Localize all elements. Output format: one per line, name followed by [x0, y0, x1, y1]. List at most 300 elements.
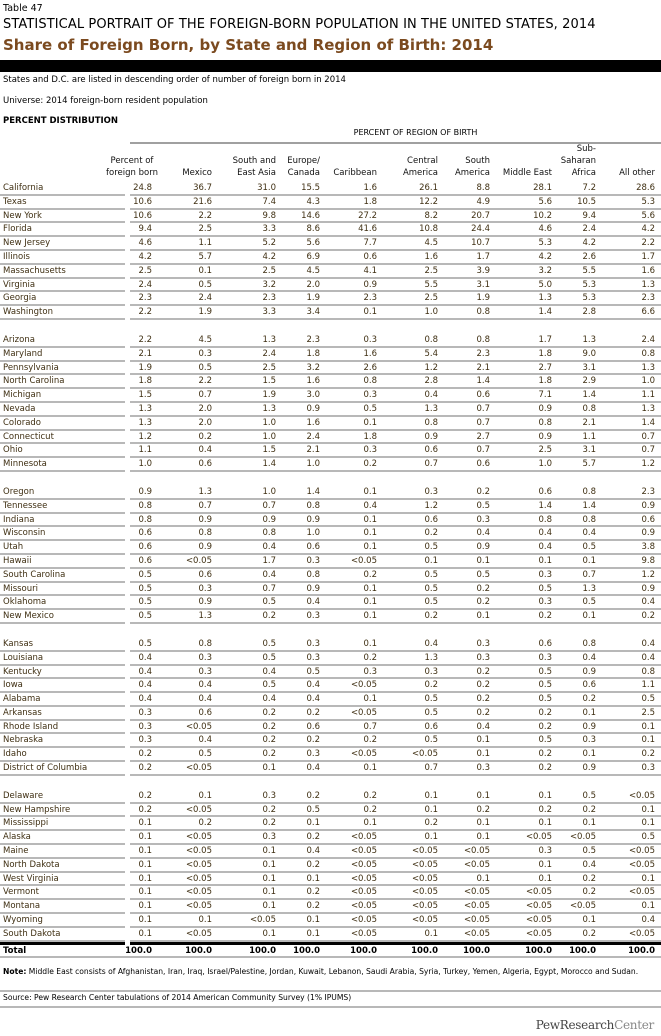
value-cell: 0.1 [363, 528, 377, 539]
value-cell: 0.8 [538, 514, 552, 525]
row-rule [130, 470, 661, 472]
value-cell: 0.4 [582, 528, 596, 539]
column-header-line [591, 143, 655, 155]
value-cell: 0.8 [476, 334, 490, 345]
value-cell: 3.1 [476, 279, 490, 290]
value-cell: 3.3 [262, 224, 276, 235]
value-cell: 9.4 [582, 210, 596, 221]
value-cell: 0.2 [641, 749, 655, 760]
value-cell: 2.3 [363, 293, 377, 304]
data-table [0, 182, 661, 958]
value-cell: 0.3 [641, 763, 655, 774]
value-cell: 0.3 [363, 666, 377, 677]
value-cell: 0.4 [641, 652, 655, 663]
value-cell: 3.9 [476, 265, 490, 276]
value-cell: 8.2 [424, 210, 438, 221]
value-cell: 0.2 [306, 901, 320, 912]
value-cell: 1.4 [582, 390, 596, 401]
value-cell: 2.4 [138, 279, 152, 290]
value-cell: 0.1 [138, 859, 152, 870]
section-label: PERCENT DISTRIBUTION [3, 116, 119, 126]
value-cell: 0.6 [538, 486, 552, 497]
value-cell: <0.05 [185, 555, 212, 566]
value-cell: 0.3 [363, 334, 377, 345]
value-cell: 0.1 [424, 832, 438, 843]
value-cell: 0.5 [138, 569, 152, 580]
value-cell: 0.3 [424, 486, 438, 497]
value-cell: 0.7 [582, 569, 596, 580]
value-cell: 0.8 [582, 638, 596, 649]
value-cell: 0.2 [424, 818, 438, 829]
value-cell: 7.1 [538, 390, 552, 401]
value-cell: 1.7 [641, 251, 655, 262]
value-cell: 3.0 [306, 390, 320, 401]
value-cell: 0.9 [582, 763, 596, 774]
value-cell: 2.2 [198, 376, 212, 387]
value-cell: 0.4 [198, 694, 212, 705]
value-cell: 10.6 [133, 210, 152, 221]
value-cell: 0.5 [582, 542, 596, 553]
column-header-line: East Asia [237, 168, 276, 178]
value-cell: 0.1 [363, 597, 377, 608]
table-row [0, 790, 661, 804]
row-rule [0, 470, 125, 472]
state-name: Kansas [3, 638, 34, 649]
table-row [0, 693, 661, 707]
value-cell: <0.05 [350, 680, 377, 691]
value-cell: 0.1 [198, 915, 212, 926]
value-cell: 1.7 [476, 251, 490, 262]
value-cell: 0.9 [641, 583, 655, 594]
value-cell: 0.1 [363, 763, 377, 774]
state-name: Montana [3, 901, 41, 912]
table-row [0, 679, 661, 693]
state-name: Maryland [3, 348, 43, 359]
value-cell: 0.4 [424, 390, 438, 401]
column-header-line [313, 155, 377, 167]
value-cell: 0.5 [306, 666, 320, 677]
value-cell: 0.7 [641, 445, 655, 456]
value-cell: 0.3 [582, 735, 596, 746]
value-cell: 1.4 [641, 417, 655, 428]
value-cell: 0.1 [582, 611, 596, 622]
value-cell: 6.6 [641, 307, 655, 318]
value-cell: <0.05 [628, 846, 655, 857]
value-cell: 0.1 [306, 873, 320, 884]
state-name: Florida [3, 224, 32, 235]
value-cell: 2.3 [306, 334, 320, 345]
page-title: Share of Foreign Born, by State and Region of Birth: 2014 [3, 36, 494, 54]
value-cell: 0.2 [198, 818, 212, 829]
value-cell: 0.2 [641, 611, 655, 622]
table-row [0, 652, 661, 666]
value-cell: 1.5 [262, 376, 276, 387]
value-cell: 100.0 [569, 945, 596, 956]
value-cell: 1.3 [198, 486, 212, 497]
value-cell: 9.8 [262, 210, 276, 221]
value-cell: 0.2 [138, 790, 152, 801]
value-cell: 0.4 [198, 445, 212, 456]
total-row [0, 945, 661, 959]
table-row [0, 375, 661, 389]
state-name: South Dakota [3, 928, 61, 939]
value-cell: 0.1 [138, 901, 152, 912]
value-cell: 0.6 [424, 445, 438, 456]
brand-light: Center [614, 1018, 654, 1032]
table-row [0, 265, 661, 279]
value-cell: 0.5 [198, 749, 212, 760]
group-spacer [0, 320, 661, 334]
value-cell: 0.6 [198, 569, 212, 580]
note-text: Middle East consists of Afghanistan, Iran, Iraq, Israel/Palestine, Jordan, Kuwait, Lebanon, Saudi Arabia, Syria, Turkey, Yemen, Algeria, Egypt, Morocco and Sudan. [26, 967, 639, 976]
value-cell: 0.1 [538, 818, 552, 829]
column-header-line: South [465, 156, 490, 166]
state-name: Oklahoma [3, 597, 47, 608]
value-cell: 0.1 [262, 859, 276, 870]
value-cell: 0.2 [262, 749, 276, 760]
value-cell: <0.05 [463, 859, 490, 870]
value-cell: 0.2 [262, 735, 276, 746]
value-cell: 0.8 [641, 666, 655, 677]
table-row [0, 859, 661, 873]
table-row [0, 182, 661, 196]
value-cell: 1.9 [476, 293, 490, 304]
value-cell: 28.1 [533, 183, 552, 193]
value-cell: 0.6 [476, 459, 490, 470]
value-cell: <0.05 [350, 915, 377, 926]
value-cell: 0.4 [262, 666, 276, 677]
value-cell: 0.6 [306, 721, 320, 732]
value-cell: 0.1 [476, 749, 490, 760]
value-cell: 0.1 [138, 873, 152, 884]
value-cell: <0.05 [350, 707, 377, 718]
value-cell: 0.1 [262, 763, 276, 774]
value-cell: 24.4 [471, 224, 490, 235]
value-cell: 0.4 [262, 542, 276, 553]
value-cell: 0.4 [138, 652, 152, 663]
column-header-line: Percent of [110, 156, 154, 166]
value-cell: 0.1 [476, 555, 490, 566]
value-cell: 0.1 [363, 542, 377, 553]
value-cell: 2.0 [198, 417, 212, 428]
value-cell: 2.8 [424, 376, 438, 387]
value-cell: 9.0 [582, 348, 596, 359]
value-cell: 0.4 [476, 721, 490, 732]
value-cell: 0.5 [424, 735, 438, 746]
value-cell: 2.0 [306, 279, 320, 290]
value-cell: 7.2 [582, 183, 596, 193]
value-cell: 0.4 [138, 666, 152, 677]
value-cell: 2.5 [198, 224, 212, 235]
note-label: Note: [3, 967, 27, 976]
value-cell: 0.4 [306, 694, 320, 705]
value-cell: 0.5 [582, 790, 596, 801]
value-cell: 5.5 [424, 279, 438, 290]
value-cell: <0.05 [411, 887, 438, 898]
value-cell: 0.2 [476, 680, 490, 691]
value-cell: 0.1 [306, 928, 320, 939]
value-cell: 0.8 [424, 417, 438, 428]
value-cell: 1.8 [538, 376, 552, 387]
value-cell: 0.8 [582, 514, 596, 525]
value-cell: 0.6 [424, 721, 438, 732]
value-cell: 0.5 [641, 832, 655, 843]
column-header-line: Caribbean [333, 168, 377, 178]
row-rule [130, 622, 661, 624]
value-cell: 10.8 [419, 224, 438, 235]
source-note: Source: Pew Research Center tabulations of 2014 American Community Survey (1% IPUMS) [3, 993, 352, 1002]
value-cell: 0.4 [641, 915, 655, 926]
value-cell: 0.2 [363, 790, 377, 801]
value-cell: 2.5 [641, 707, 655, 718]
super-title: STATISTICAL PORTRAIT OF THE FOREIGN-BORN POPULATION IN THE UNITED STATES, 2014 [3, 17, 596, 32]
value-cell: <0.05 [628, 887, 655, 898]
value-cell: 0.2 [306, 887, 320, 898]
state-name: Virginia [3, 279, 36, 290]
brand-bold: PewResearch [535, 1018, 615, 1032]
value-cell: 10.2 [533, 210, 552, 221]
state-name: Arkansas [3, 707, 42, 718]
table-row [0, 583, 661, 597]
table-row [0, 486, 661, 500]
value-cell: 0.4 [138, 680, 152, 691]
value-cell: 0.9 [424, 431, 438, 442]
row-rule [0, 318, 125, 320]
value-cell: 0.8 [641, 348, 655, 359]
value-cell: 0.1 [262, 846, 276, 857]
value-cell: 0.1 [306, 915, 320, 926]
value-cell: 0.4 [306, 846, 320, 857]
column-header-line: South and [232, 156, 276, 166]
value-cell: 0.1 [363, 486, 377, 497]
table-row [0, 596, 661, 610]
value-cell: 0.3 [198, 583, 212, 594]
value-cell: 0.1 [538, 873, 552, 884]
value-cell: <0.05 [185, 832, 212, 843]
value-cell: 0.1 [476, 818, 490, 829]
value-cell: 2.4 [306, 431, 320, 442]
value-cell: 0.9 [198, 597, 212, 608]
value-cell: 0.2 [582, 694, 596, 705]
table-row [0, 444, 661, 458]
table-row [0, 638, 661, 652]
value-cell: <0.05 [185, 763, 212, 774]
table-row [0, 527, 661, 541]
state-name: Illinois [3, 251, 30, 262]
value-cell: 2.2 [138, 307, 152, 318]
column-header-line [148, 143, 212, 155]
value-cell: 0.9 [306, 514, 320, 525]
value-cell: <0.05 [350, 928, 377, 939]
value-cell: 0.1 [363, 307, 377, 318]
table-row [0, 873, 661, 887]
value-cell: <0.05 [525, 887, 552, 898]
value-cell: 0.2 [538, 804, 552, 815]
value-cell: 0.2 [306, 735, 320, 746]
value-cell: 2.1 [582, 417, 596, 428]
value-cell: 5.3 [641, 196, 655, 207]
table-row [0, 514, 661, 528]
value-cell: 5.7 [198, 251, 212, 262]
value-cell: 0.7 [262, 583, 276, 594]
value-cell: 1.3 [582, 583, 596, 594]
value-cell: 1.0 [262, 486, 276, 497]
value-cell: 3.3 [262, 307, 276, 318]
value-cell: 10.5 [577, 196, 596, 207]
value-cell: 12.2 [419, 196, 438, 207]
title-divider [0, 60, 661, 72]
value-cell: 1.7 [262, 555, 276, 566]
value-cell: <0.05 [569, 832, 596, 843]
table-row [0, 666, 661, 680]
value-cell: 0.8 [476, 307, 490, 318]
value-cell: 0.2 [262, 804, 276, 815]
value-cell: <0.05 [628, 859, 655, 870]
value-cell: <0.05 [249, 915, 276, 926]
state-name: Idaho [3, 749, 27, 760]
value-cell: 0.8 [306, 569, 320, 580]
value-cell: 1.9 [138, 362, 152, 373]
value-cell: <0.05 [350, 873, 377, 884]
column-header-line: foreign born [106, 168, 158, 178]
value-cell: 0.1 [262, 901, 276, 912]
value-cell: 0.6 [424, 514, 438, 525]
value-cell: 100.0 [249, 945, 276, 956]
value-cell: 0.4 [582, 859, 596, 870]
value-cell: <0.05 [411, 749, 438, 760]
state-name: Connecticut [3, 431, 54, 442]
value-cell: 1.0 [306, 459, 320, 470]
column-header [591, 143, 655, 179]
table-row [0, 196, 661, 210]
value-cell: 26.1 [419, 183, 438, 193]
value-cell: 0.1 [582, 707, 596, 718]
state-name: Pennsylvania [3, 362, 59, 373]
state-name: Rhode Island [3, 721, 59, 732]
value-cell: 0.2 [198, 431, 212, 442]
value-cell: 2.5 [262, 265, 276, 276]
value-cell: 0.3 [306, 555, 320, 566]
value-cell: 0.9 [538, 403, 552, 414]
value-cell: 0.1 [424, 928, 438, 939]
table-row [0, 610, 661, 624]
column-header-line [591, 155, 655, 167]
state-name: Vermont [3, 887, 39, 898]
state-name: Nevada [3, 403, 36, 414]
value-cell: 1.7 [538, 334, 552, 345]
ordering-note: States and D.C. are listed in descending order of number of foreign born in 2014 [3, 75, 346, 85]
value-cell: 0.4 [306, 597, 320, 608]
value-cell: <0.05 [350, 832, 377, 843]
value-cell: 41.6 [358, 224, 377, 235]
value-cell: <0.05 [525, 928, 552, 939]
value-cell: 0.2 [306, 832, 320, 843]
value-cell: 2.0 [198, 403, 212, 414]
value-cell: 4.1 [363, 265, 377, 276]
value-cell: 0.2 [476, 583, 490, 594]
value-cell: 0.1 [582, 555, 596, 566]
value-cell: 0.1 [138, 915, 152, 926]
state-name: New Mexico [3, 611, 54, 622]
value-cell: 9.4 [138, 224, 152, 235]
table-row [0, 569, 661, 583]
value-cell: 0.6 [138, 542, 152, 553]
value-cell: 0.5 [424, 707, 438, 718]
state-name: North Dakota [3, 859, 60, 870]
value-cell: 1.3 [262, 334, 276, 345]
value-cell: 1.4 [538, 307, 552, 318]
value-cell: 0.1 [476, 873, 490, 884]
value-cell: 0.4 [306, 680, 320, 691]
value-cell: 1.3 [641, 403, 655, 414]
value-cell: <0.05 [463, 915, 490, 926]
value-cell: 1.1 [582, 431, 596, 442]
value-cell: 1.4 [306, 486, 320, 497]
column-header-line: Sub- [576, 144, 596, 154]
value-cell: 0.6 [538, 638, 552, 649]
value-cell: <0.05 [569, 901, 596, 912]
value-cell: 1.4 [262, 459, 276, 470]
state-name: Arizona [3, 334, 35, 345]
value-cell: 0.7 [363, 721, 377, 732]
value-cell: 0.2 [476, 486, 490, 497]
value-cell: 0.9 [138, 486, 152, 497]
value-cell: 0.3 [538, 569, 552, 580]
state-name: Louisiana [3, 652, 44, 663]
value-cell: 0.7 [198, 500, 212, 511]
value-cell: 0.8 [424, 334, 438, 345]
value-cell: 0.1 [363, 818, 377, 829]
value-cell: 0.3 [476, 638, 490, 649]
value-cell: 3.4 [306, 307, 320, 318]
value-cell: 1.8 [138, 376, 152, 387]
value-cell: <0.05 [185, 804, 212, 815]
state-name: Delaware [3, 790, 44, 801]
value-cell: 0.9 [476, 542, 490, 553]
value-cell: 0.5 [476, 569, 490, 580]
value-cell: 2.7 [538, 362, 552, 373]
state-name: Iowa [3, 680, 23, 691]
value-cell: 1.4 [476, 376, 490, 387]
value-cell: 1.6 [424, 251, 438, 262]
state-name: Colorado [3, 417, 41, 428]
value-cell: 2.3 [262, 293, 276, 304]
value-cell: 0.5 [538, 666, 552, 677]
value-cell: 1.2 [641, 459, 655, 470]
row-rule [130, 318, 661, 320]
value-cell: 0.5 [198, 362, 212, 373]
value-cell: 24.8 [133, 183, 152, 193]
value-cell: 1.3 [138, 417, 152, 428]
state-name: California [3, 183, 44, 193]
column-header-line [148, 155, 212, 167]
value-cell: 0.9 [582, 666, 596, 677]
table-row [0, 555, 661, 569]
value-cell: 1.0 [262, 417, 276, 428]
value-cell: 1.8 [538, 348, 552, 359]
state-name: South Carolina [3, 569, 66, 580]
value-cell: <0.05 [350, 846, 377, 857]
value-cell: 3.2 [262, 279, 276, 290]
value-cell: 0.5 [424, 694, 438, 705]
value-cell: 0.7 [198, 390, 212, 401]
value-cell: 0.4 [198, 680, 212, 691]
value-cell: 0.1 [582, 749, 596, 760]
value-cell: 0.3 [306, 611, 320, 622]
value-cell: 2.9 [582, 376, 596, 387]
value-cell: 2.5 [424, 293, 438, 304]
state-name: New Jersey [3, 238, 51, 249]
